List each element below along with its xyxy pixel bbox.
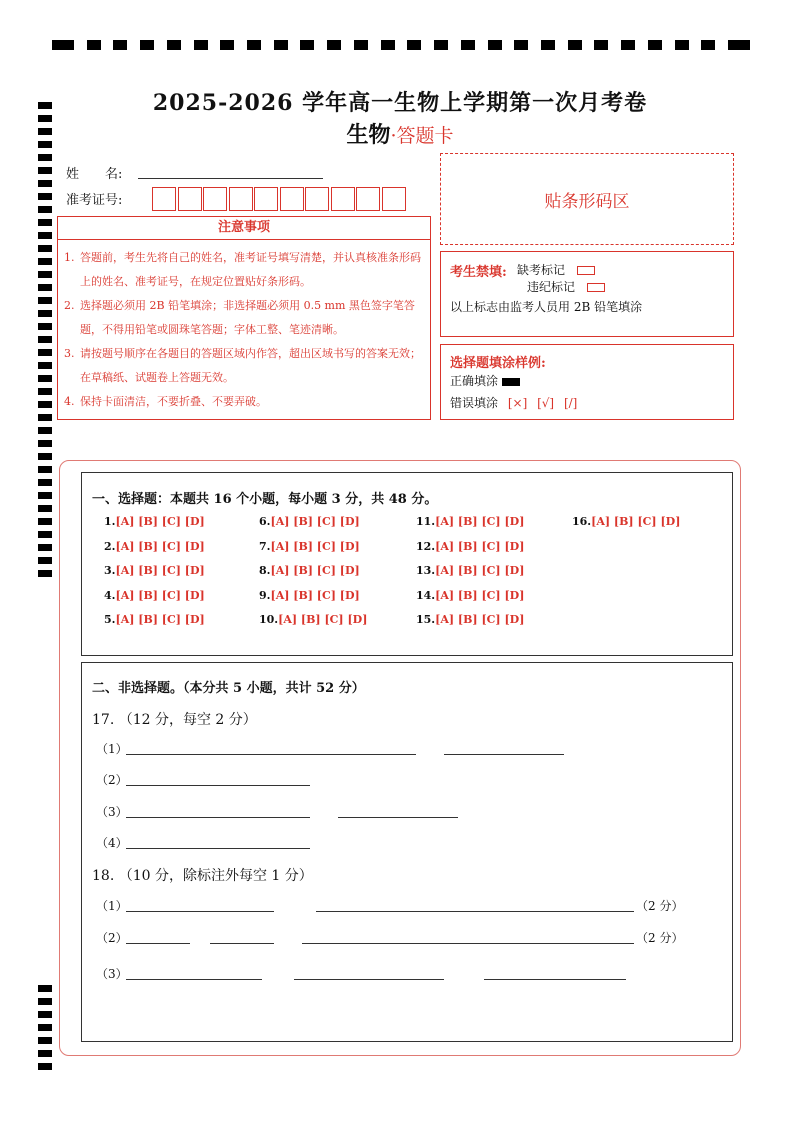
timing-marks-top — [52, 38, 750, 52]
answer-options[interactable]: [A] [B] [C] [D] — [435, 539, 525, 553]
question-number: 7. — [259, 539, 271, 553]
notice-item — [64, 294, 422, 342]
subject-label: 生物 — [346, 122, 391, 148]
id-digit-box[interactable] — [356, 187, 380, 211]
q18-blank-label: （3） — [96, 967, 128, 981]
answer-options[interactable]: [A] [B] [C] [D] — [270, 564, 360, 577]
mcq-column — [259, 515, 367, 638]
mcq-row[interactable] — [259, 564, 367, 589]
mcq-row[interactable] — [104, 613, 205, 638]
notice-text: 保持卡面清洁，不要折叠、不要弄破。 — [80, 395, 267, 408]
id-digit-box[interactable] — [280, 187, 304, 211]
mcq-row[interactable] — [416, 515, 524, 540]
id-digit-box[interactable] — [152, 187, 176, 211]
q18-points: （2 分） — [636, 899, 684, 913]
mcq-column — [572, 515, 680, 540]
question-number: 4. — [104, 588, 116, 602]
notice-item — [64, 342, 422, 390]
absent-mark-box[interactable] — [577, 266, 595, 275]
notice-text: 选择题必须用 2B 铅笔填涂；非选择题必须用 0.5 mm 黑色签字笔答题，不得用铅笔或圆珠笔答题；字体工整、笔迹清晰。 — [80, 299, 415, 336]
correct-fill-label: 正确填涂 — [450, 374, 499, 388]
correct-fill-example — [502, 378, 520, 386]
barcode-label: 贴条形码区 — [544, 191, 630, 212]
mcq-row[interactable] — [259, 589, 367, 614]
question-number: 12. — [416, 539, 436, 553]
violation-mark-label: 违纪标记 — [527, 280, 576, 294]
q17-blank-label: （4） — [96, 836, 128, 850]
answer-line[interactable] — [316, 910, 634, 912]
mcq-row[interactable] — [572, 515, 680, 540]
id-number-boxes[interactable] — [152, 187, 407, 211]
q18-blank-label: （1） — [96, 899, 128, 913]
question-number: 8. — [259, 564, 271, 577]
notice-num: 4. — [64, 395, 75, 408]
notice-title: 注意事项 — [58, 217, 430, 240]
q17-blank-label: （1） — [96, 742, 128, 756]
answer-line[interactable] — [126, 816, 310, 818]
answer-options[interactable]: [A] [B] [C] [D] — [278, 613, 368, 626]
question-number: 13. — [416, 564, 436, 577]
q17-blank-label: （3） — [96, 805, 128, 819]
answer-line[interactable] — [126, 910, 274, 912]
question-number: 2. — [104, 539, 116, 553]
sample-title: 选择题填涂样例: — [450, 356, 546, 371]
id-digit-box[interactable] — [254, 187, 278, 211]
answer-line[interactable] — [294, 978, 444, 980]
answer-options[interactable]: [A] [B] [C] [D] — [435, 564, 525, 577]
mcq-heading: 一、选择题：本题共 16 个小题，每小题 3 分，共 48 分。 — [92, 492, 438, 507]
mcq-row[interactable] — [416, 589, 524, 614]
answer-line[interactable] — [210, 942, 274, 944]
answer-options[interactable]: [A] [B] [C] [D] — [115, 539, 205, 553]
notice-text: 请按题号顺序在各题目的答题区域内作答，超出区域书写的答案无效；在草稿纸、试题卷上答题无效。 — [80, 347, 421, 384]
absent-mark-label: 缺考标记 — [517, 263, 566, 277]
mcq-row[interactable] — [259, 613, 367, 638]
mcq-row[interactable] — [104, 589, 205, 614]
non-mcq-heading: 二、非选择题。（本分共 5 小题，共计 52 分） — [92, 681, 365, 696]
notice-num: 2. — [64, 299, 75, 312]
mcq-row[interactable] — [259, 515, 367, 540]
answer-line[interactable] — [338, 816, 458, 818]
wrong-fill-label: 错误填涂 — [450, 396, 499, 410]
proctor-marks-panel — [440, 251, 734, 337]
violation-mark-box[interactable] — [587, 283, 605, 292]
notice-text: 答题前，考生先将自己的姓名，准考证号填写清楚，并认真核准条形码上的姓名、准考证号，在规定位置贴好条形码。 — [80, 251, 421, 288]
answer-options[interactable]: [A] [B] [C] [D] — [115, 515, 205, 528]
wrong-mark: [/] — [563, 396, 578, 410]
wrong-mark: [√] — [537, 396, 555, 410]
answer-options[interactable]: [A] [B] [C] [D] — [115, 588, 205, 602]
mcq-row[interactable] — [104, 564, 205, 589]
mcq-column — [416, 515, 524, 638]
answer-options[interactable]: [A] [B] [C] [D] — [591, 515, 681, 528]
question-number: 9. — [259, 588, 271, 602]
question-number: 16. — [572, 515, 592, 528]
q18-title: 18. （10 分，除标注外每空 1 分） — [92, 868, 313, 884]
question-number: 10. — [259, 613, 279, 626]
wrong-mark: [×] — [507, 396, 528, 410]
non-mcq-section — [81, 662, 733, 1042]
answer-line[interactable] — [126, 942, 190, 944]
answer-line[interactable] — [444, 753, 564, 755]
answer-options[interactable]: [A] [B] [C] [D] — [115, 564, 205, 577]
notice-num: 1. — [64, 251, 75, 264]
q18-blank-label: （2） — [96, 931, 128, 945]
id-digit-box[interactable] — [178, 187, 202, 211]
sheet-subtitle — [0, 118, 800, 149]
answer-line[interactable] — [484, 978, 626, 980]
q17-title: 17. （12 分，每空 2 分） — [92, 712, 257, 728]
mcq-row[interactable] — [416, 540, 524, 565]
mcq-row[interactable] — [259, 540, 367, 565]
name-label: 姓 名: — [66, 167, 123, 182]
mcq-row[interactable] — [416, 564, 524, 589]
answer-line[interactable] — [302, 942, 634, 944]
answer-options[interactable]: [A] [B] [C] [D] — [435, 515, 525, 528]
question-number: 6. — [259, 515, 271, 528]
mcq-column — [104, 515, 205, 638]
question-number: 15. — [416, 613, 436, 626]
sheet-type-label: ·答题卡 — [390, 125, 454, 147]
id-digit-box[interactable] — [382, 187, 406, 211]
question-number: 5. — [104, 613, 116, 626]
answer-options[interactable]: [A] [B] [C] [D] — [270, 539, 360, 553]
question-number: 1. — [104, 515, 116, 528]
mcq-section — [81, 472, 733, 656]
timing-marks-left-top — [38, 102, 52, 583]
answer-options[interactable]: [A] [B] [C] [D] — [435, 588, 525, 602]
forbidden-note: 以上标志由监考人员用 2B 铅笔填涂 — [450, 300, 643, 314]
answer-line[interactable] — [126, 847, 310, 849]
answer-options[interactable]: [A] [B] [C] [D] — [270, 515, 360, 528]
answer-options[interactable]: [A] [B] [C] [D] — [435, 613, 525, 626]
question-number: 11. — [416, 515, 436, 528]
name-field[interactable] — [138, 177, 323, 179]
notice-item — [64, 246, 422, 294]
exam-title: 2025-2026 学年高一生物上学期第一次月考卷 — [152, 90, 648, 116]
forbidden-label: 考生禁填: — [450, 265, 507, 280]
notice-num: 3. — [64, 347, 75, 360]
question-number: 14. — [416, 588, 436, 602]
q17-blank-label: （2） — [96, 773, 128, 787]
mcq-row[interactable] — [104, 515, 205, 540]
answer-line[interactable] — [126, 753, 416, 755]
mcq-row[interactable] — [416, 613, 524, 638]
answer-line[interactable] — [126, 978, 262, 980]
q18-points: （2 分） — [636, 931, 684, 945]
id-digit-box[interactable] — [229, 187, 253, 211]
answer-line[interactable] — [126, 784, 310, 786]
id-digit-box[interactable] — [305, 187, 329, 211]
timing-marks-left-bottom — [38, 985, 52, 1076]
id-digit-box[interactable] — [331, 187, 355, 211]
barcode-area — [440, 153, 734, 245]
id-label: 准考证号: — [66, 193, 123, 208]
notice-panel — [57, 216, 431, 420]
answer-options[interactable]: [A] [B] [C] [D] — [115, 613, 205, 626]
mcq-row[interactable] — [104, 540, 205, 565]
question-number: 3. — [104, 564, 116, 577]
fill-sample-panel — [440, 344, 734, 420]
notice-item — [64, 390, 422, 414]
id-digit-box[interactable] — [203, 187, 227, 211]
answer-options[interactable]: [A] [B] [C] [D] — [270, 588, 360, 602]
